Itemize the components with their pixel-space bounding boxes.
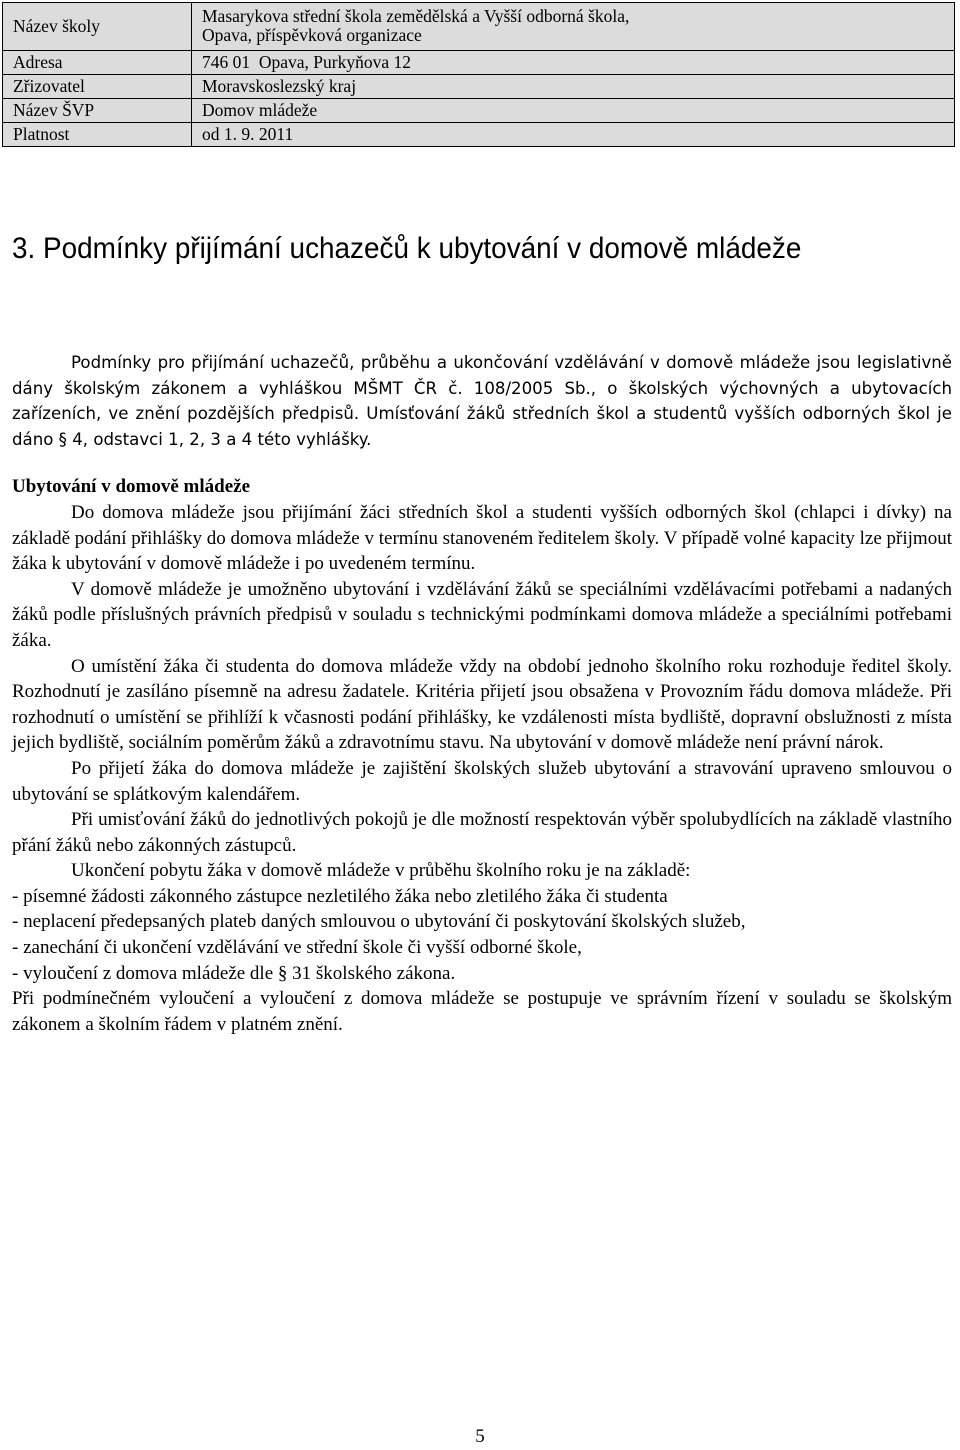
body-paragraph: O umístění žáka či studenta do domova mládeže vždy na období jednoho školního roku rozhoduje ředitel školy. Rozhodnutí je zasíláno písemně na adresu žadatele. Kritéria přijetí jsou obsažena v Provozním řádu domova mládeže. Při rozhodnutí o umístění se přihlíží k včasnosti podání přihlášky, ke vzdálenosti místa bydliště, dopravní obslužnosti z místa jejich bydliště, sociálním poměrům žáků a zdravotnímu stavu. Na ubytování v domově mládeže není právní nárok.	[12, 655, 952, 754]
body-paragraph: V domově mládeže je umožněno ubytování i vzdělávání žáků se speciálními vzdělávacími potřebami a nadaných žáků podle příslušných právních předpisů v souladu s technickými podmínkami domova mládeže a speciálními potřebami žáka.	[12, 578, 952, 651]
svp-value: Domov mládeže	[192, 99, 955, 123]
subsection-title: Ubytování v domově mládeže	[12, 476, 251, 498]
header-row-school	[3, 3, 955, 51]
list-item: - neplacení předepsaných plateb daných smlouvou o ubytování či poskytování školských služeb,	[12, 911, 746, 933]
list-item: - vyloučení z domova mládeže dle § 31 školského zákona.	[12, 962, 456, 984]
founder-label: Zřizovatel	[3, 75, 192, 99]
school-name-line2: Opava, příspěvková organizace	[202, 25, 422, 45]
list-item: - zanechání či ukončení vzdělávání ve střední škole či vyšší odborné škole,	[12, 937, 582, 959]
header-row-address	[3, 51, 955, 75]
body-paragraph: Ukončení pobytu žáka v domově mládeže v průběhu školního roku je na základě:	[71, 860, 691, 882]
document-header-table	[2, 2, 955, 147]
header-row-validity	[3, 123, 955, 147]
validity-value: od 1. 9. 2011	[192, 123, 955, 147]
school-name-line1: Masarykova střední škola zemědělská a Vyšší odborná škola,	[202, 6, 630, 26]
address-label: Adresa	[3, 51, 192, 75]
list-item: - písemné žádosti zákonného zástupce nezletilého žáka nebo zletilého žáka či studenta	[12, 885, 668, 907]
section-heading: 3. Podmínky přijímání uchazečů k ubytování v domově mládeže	[12, 232, 802, 265]
page-number: 5	[475, 1426, 485, 1447]
intro-paragraph: Podmínky pro přijímání uchazečů, průběhu a ukončování vzdělávání v domově mládeže jsou legislativně dány školským zákonem a vyhláškou MŠMT ČR č. 108/2005 Sb., o školských výchovných a ubytovacích zařízeních, ve znění pozdějších předpisů. Umísťování žáků středních škol a studentů vyšších odborných škol je dáno § 4, odstavci 1, 2, 3 a 4 této vyhlášky.	[12, 353, 952, 449]
closing-paragraph: Při podmínečném vyloučení a vyloučení z domova mládeže se postupuje ve správním řízení v souladu se školským zákonem a školním řádem v platném znění.	[12, 988, 952, 1035]
svp-label: Název ŠVP	[3, 99, 192, 123]
school-value	[192, 3, 955, 51]
body-paragraph: Při umisťování žáků do jednotlivých pokojů je dle možností respektován výběr spolubydlících na základě vlastního přání žáků nebo zákonných zástupců.	[12, 809, 952, 856]
school-label: Název školy	[3, 3, 192, 51]
body-paragraph: Do domova mládeže jsou přijímání žáci středních škol a studenti vyšších odborných škol (chlapci i dívky) na základě podání přihlášky do domova mládeže v termínu stanoveném ředitelem školy. V případě volné kapacity lze přijmout žáka k ubytování v domově mládeže i po uvedeném termínu.	[12, 501, 952, 575]
document-body	[12, 350, 952, 1037]
header-row-svp	[3, 99, 955, 123]
body-paragraph: Po přijetí žáka do domova mládeže je zajištění školských služeb ubytování a stravování upraveno smlouvou o ubytování se splátkovým kalendářem.	[12, 757, 952, 805]
header-row-founder	[3, 75, 955, 99]
validity-label: Platnost	[3, 123, 192, 147]
founder-value: Moravskoslezský kraj	[192, 75, 955, 99]
address-value: 746 01 Opava, Purkyňova 12	[192, 51, 955, 75]
